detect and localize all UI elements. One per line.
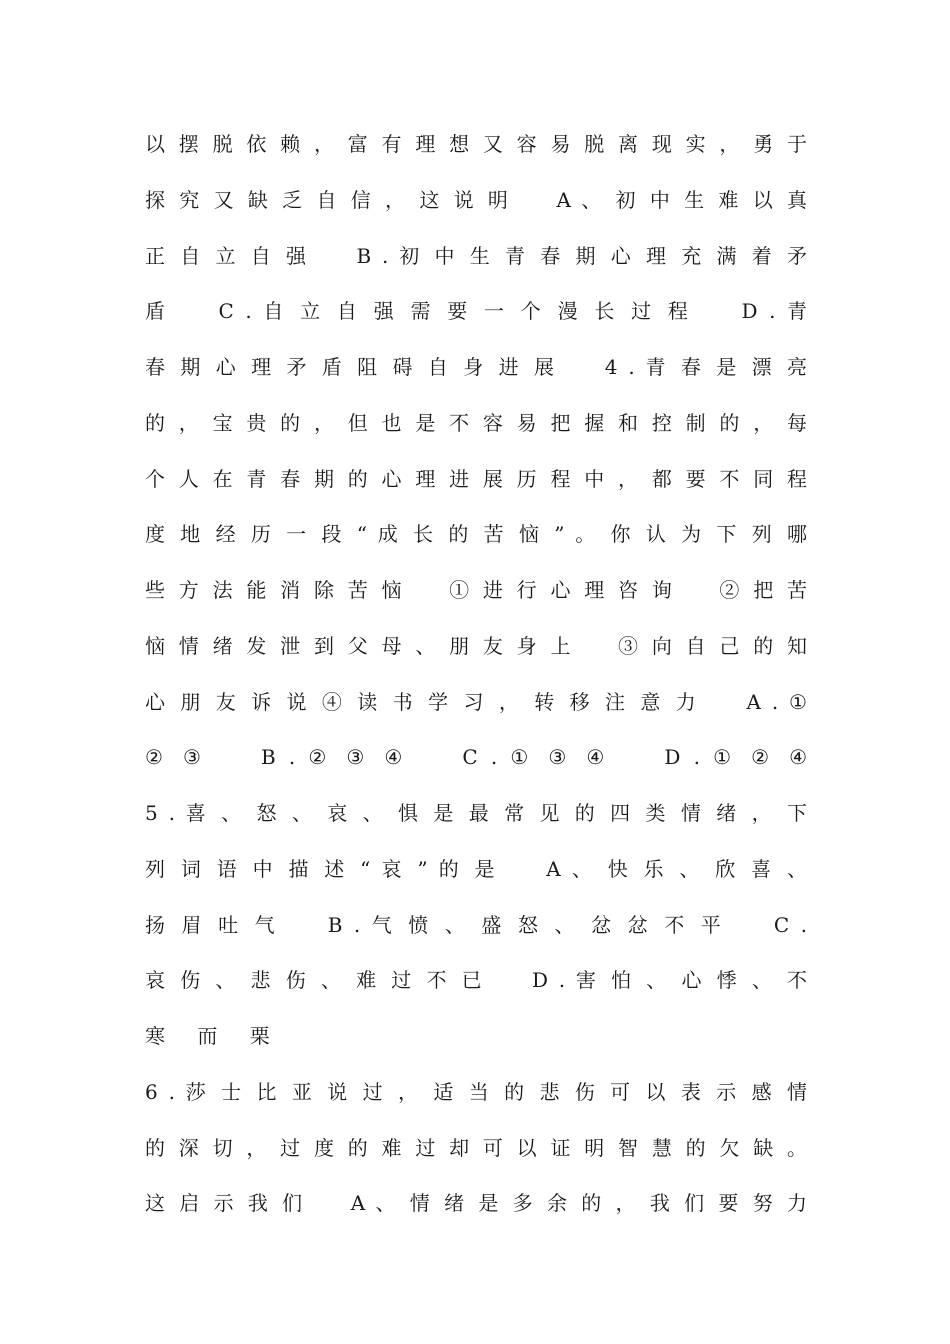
text-line: 恼 情 绪 发 泄 到 父 母 、 朋 友 身 上 ③ 向 自 己 的 知 xyxy=(145,633,807,658)
text-line: 的 深 切 ， 过 度 的 难 过 却 可 以 证 明 智 慧 的 欠 缺 。 xyxy=(145,1135,807,1160)
text-line: 盾 C . 自 立 自 强 需 要 一 个 漫 长 过 程 D . 青 xyxy=(145,299,807,324)
text-line: 正 自 立 自 强 B . 初 中 生 青 春 期 心 理 充 满 着 矛 xyxy=(145,243,807,268)
text-line: 这 启 示 我 们 A 、 情 绪 是 多 余 的 ， 我 们 要 努 力 xyxy=(145,1191,807,1216)
text-line: 的 ， 宝 贵 的 ， 但 也 是 不 容 易 把 握 和 控 制 的 ， 每 xyxy=(145,410,807,435)
text-line: 列 词 语 中 描 述 “ 哀 ” 的 是 A 、 快 乐 、 欣 喜 、 xyxy=(145,856,807,881)
text-line: ② ③ B . ② ③ ④ C . ① ③ ④ D . ① ② ④ xyxy=(145,745,807,770)
text-line: 探 究 又 缺 乏 自 信 ， 这 说 明 A 、 初 中 生 难 以 真 xyxy=(145,187,807,212)
text-line: 心 朋 友 诉 说 ④ 读 书 学 习 ， 转 移 注 意 力 A . ① xyxy=(145,689,807,714)
text-line: 哀 伤 、 悲 伤 、 难 过 不 已 D . 害 怕 、 心 悸 、 不 xyxy=(145,968,807,993)
text-line: 5 . 喜 、 怒 、 哀 、 惧 是 最 常 见 的 四 类 情 绪 ， 下 xyxy=(145,801,807,825)
text-line: 扬 眉 吐 气 B . 气 愤 、 盛 怒 、 忿 忿 不 平 C . xyxy=(145,912,807,937)
text-line: 春 期 心 理 矛 盾 阻 碍 自 身 进 展 4 . 青 春 是 漂 亮 xyxy=(145,355,807,379)
text-line: 6 . 莎 士 比 亚 说 过 ， 适 当 的 悲 伤 可 以 表 示 感 情 xyxy=(145,1079,807,1104)
body-text xyxy=(145,117,807,1232)
text-line: 寒 而 栗 xyxy=(145,1024,283,1048)
text-line: 些 方 法 能 消 除 苦 恼 ① 进 行 心 理 咨 询 ② 把 苦 xyxy=(145,578,807,602)
text-line: 度 地 经 历 一 段 “ 成 长 的 苦 恼 ” 。 你 认 为 下 列 哪 xyxy=(145,522,807,547)
text-line: 个 人 在 青 春 期 的 心 理 进 展 历 程 中 ， 都 要 不 同 程 xyxy=(145,466,807,491)
text-line: 以 摆 脱 依 赖 ， 富 有 理 想 又 容 易 脱 离 现 实 ， 勇 于 xyxy=(145,132,807,156)
